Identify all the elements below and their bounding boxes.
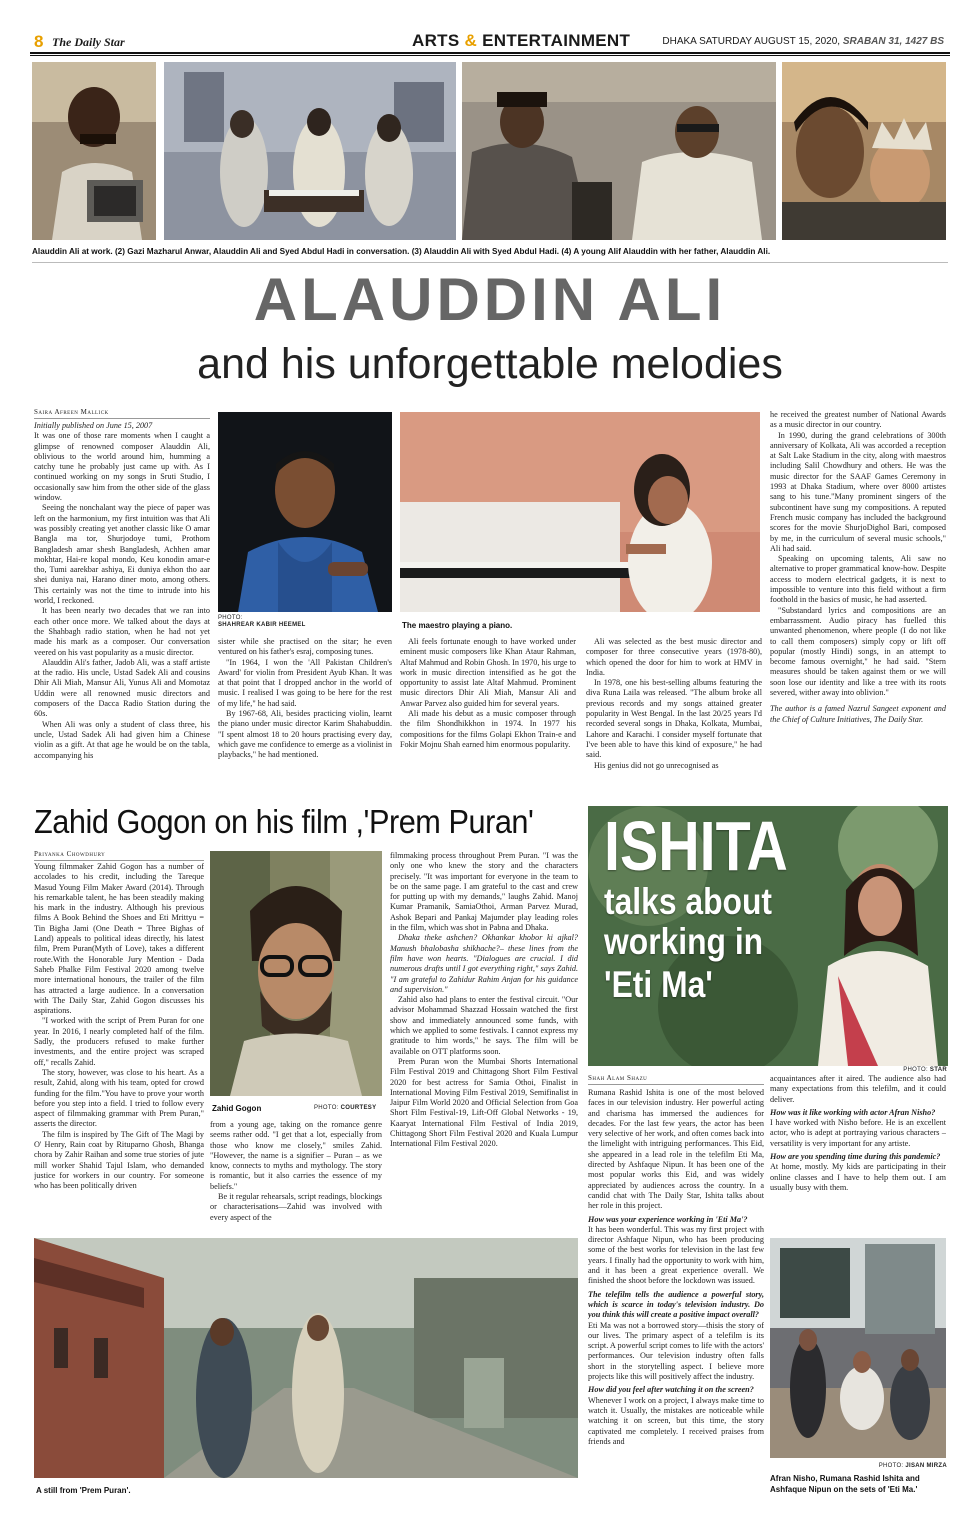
article3-question-3: How did you feel after watching it on the screen? xyxy=(588,1385,754,1395)
article1-col4-p3: His genius did not go unrecognised as xyxy=(594,760,719,770)
article1-col5-p4: "Substandard lyrics and compositions are an embarrassment. Audio piracy has fuelled this unwanted phenomenon, where people (I do not like to call them composers) simply copy or lift off popular (mostly Hindi) songs, in an attempt to become famous overnight," he had said. "Stern measures should be taken against them or we will soon lose our identity and like a tree with its roots severed, wither away into oblivion." xyxy=(770,605,946,698)
article1-col1-p6: When Ali was only a student of class three, his uncle, Ustad Sadek Ali had given him a Chinese violin as a gift. At that age he would be on the tabla, accompanying his xyxy=(34,719,210,760)
article1-col2 xyxy=(218,637,392,797)
article3-byline: Shah Alam Shazu xyxy=(588,1074,764,1085)
article1-col1-p1: Initially published on June 15, 2007 xyxy=(34,421,153,430)
zahid-photo-credit-label: PHOTO: xyxy=(314,1105,339,1111)
section-ampersand: & xyxy=(464,31,478,50)
ishita-headline xyxy=(604,807,844,1008)
article1-col4-p1: Ali was selected as the best music director and composer for three consecutive years (1978-80), which opened the door for him to work at HMV in India. xyxy=(586,637,762,677)
issue-date-main: DHAKA SATURDAY AUGUST 15, 2020, xyxy=(662,36,843,47)
ishita-photo-credit-name: STAR xyxy=(929,1067,947,1073)
article1-author-note: The author is a famed Nazrul Sangeet exponent and the Chief of Culture Initiatives, The Daily Star. xyxy=(770,704,946,724)
article1-photo-credit-name: SHAHREAR KABIR HEEMEL xyxy=(218,622,306,628)
photo-three-men-conversation xyxy=(164,62,456,240)
photo-ali-at-work xyxy=(32,62,156,240)
ishita-photo-credit-label: PHOTO: xyxy=(903,1067,928,1073)
article3-answer-1: It has been wonderful. This was my first project with director Ashfaque Nipun, who has been producing some of the best works for television in the last few years. I finally had the opportunity to work with him, and it has been a great experience overall. We finished the shoot before the lockdown was issued. xyxy=(588,1224,764,1286)
section-title xyxy=(412,31,630,51)
article1-headline: ALAUDDIN ALI xyxy=(253,266,727,333)
article1-col5-p2: In 1990, during the grand celebrations of 300th anniversary of Kolkata, Ali was accorded a reception at Salt Lake Stadium in the city, along with maestros including Salil Chowdhury and others. He was the music director for the SAAF Games Ceremony in 1993 at Dhaka Stadium, where over 8000 artistes sang to his tune."Many prominent singers of the subcontinent have sung my compositions. A reputed French music company has included the background scores for the movie ShurjoDighol Bari, composed by me, in the curriculum of several music schools," Ali had said. xyxy=(770,430,946,553)
article1-col2-p1: sister while she practised on the sitar; he even ventured on his father's esraj, composing tunes. xyxy=(218,637,392,657)
zahid-photo-credit xyxy=(314,1105,376,1111)
zahid-photo-credit-name: COURTESY xyxy=(340,1105,377,1111)
eti-ma-photo-credit xyxy=(879,1463,947,1469)
article2-col1-p2: "I worked with the script of Prem Puran for one year. In 2016, I nearly completed half of the film. Sadly, the producers refused to make further investments, and the entire project was scraped off," recalls Zahid. xyxy=(34,1016,204,1067)
eti-ma-photo-credit-name: JISAN MIRZA xyxy=(905,1463,947,1469)
ishita-headline-line4: 'Eti Ma' xyxy=(604,964,713,1005)
eti-ma-photo-credit-label: PHOTO: xyxy=(878,1463,904,1469)
article2-col1-p3: The story, however, was close to his heart. As a result, Zahid, along with his team, opted for crowd funding for the film."You have to prove your worth before you step into a field. I tried to follow every aspect of filmmaking grammar with Prem Puran," asserts the director. xyxy=(34,1067,204,1129)
ishita-headline-line2: talks about xyxy=(604,881,772,922)
article3-col2-p1: acquaintances after it aired. The audience also had many expectations from this telefilm, and it could deliver. xyxy=(770,1074,946,1104)
article1-photo-credit-label: PHOTO: xyxy=(218,615,243,621)
issue-date xyxy=(662,36,944,47)
masthead-logo: The Daily Star xyxy=(52,35,125,49)
zahid-photo-caption: Zahid Gogon xyxy=(212,1104,262,1113)
ishita-headline-name: ISHITA xyxy=(604,807,788,885)
article3-question-2: The telefilm tells the audience a powerful story, which is scarce in today's television industry. Do you think this will create a positive impact overall? xyxy=(588,1289,764,1320)
article3-col1 xyxy=(588,1088,764,1498)
article3-question-5: How are you spending time during this pandemic? xyxy=(770,1152,941,1162)
article1-col1-p3: Seeing the nonchalant way the piece of paper was left on the harmonium, my first intuition was that Ali was possibly creating yet another classic like O amar Bangla ma tor, Shurjodoye tumi, Prothom Bangladesh amar shesh Bangladesh, Achhen amar mokhtar, Hai-re kopal mondo, Keu konodin amar-e tho, Tumi aarekbar ashiya, Ei duniya ekhon tho aar shei duniya nai, Harano diner moto, among others. This certainly was not the time to intrude into his world, I reckoned. xyxy=(34,503,210,606)
article2-col2 xyxy=(210,1120,382,1234)
photo-alif-with-father xyxy=(782,62,946,240)
section-title-a: ARTS xyxy=(412,31,465,50)
article1-col1-p4: It has been nearly two decades that we ran into each other once more. We talked about the days at the Shahbagh radio station, when he had not yet made his mark as a composer. Our conversation veered on his vast popularity as a music director. xyxy=(34,606,210,657)
article1-col1 xyxy=(34,421,210,796)
photo-maestro-piano xyxy=(400,412,760,612)
article1-col4 xyxy=(586,637,762,797)
article3-col2 xyxy=(770,1074,946,1234)
article1-col1-p2: It was one of those rare moments when I caught a glimpse of renowned composer Alauddin Ali, oblivious to the world around him, humming a catchy tune he probably just came up with. As I continued working on my songs in Sruti Studio, I occasionally saw him from the other side of the glass window. xyxy=(34,431,210,503)
prem-puran-still-caption: A still from 'Prem Puran'. xyxy=(36,1486,131,1495)
article1-col2-p2: "In 1964, I won the 'All Pakistan Children's Award' for violin from President Ayub Khan. It was at that point that I dropped anchor in the world of music. I realised I was going to be here for the rest of my life," he had said. xyxy=(218,657,392,708)
article2-col2-p2: Be it regular rehearsals, script readings, blockings or characterisations—Zahid was involved with every aspect of the xyxy=(210,1192,382,1222)
article1-col4-p2: In 1978, one his best-selling albums featuring the diva Runa Laila was released. "The album broke all previous records and my songs attained greater popularity in West Bengal. In the last 20/25 years I'd recorded several songs in Dhaka, Kolkata, Mumbai, Lahore and Karachi. I consider myself fortunate that I've been able to have this kind of exposure," he had said. xyxy=(586,678,762,760)
article2-col1-p4: The film is inspired by The Gift of The Magi by O' Henry, Rain coat by Rituparno Ghosh, Bhanga chora by Zahir Raihan and some true stories of jute mill worker Shahid Tajul Islam, who demanded justice for workers in our country. For someone who has been politically driven xyxy=(34,1129,204,1191)
article2-col3-p4: Prem Puran won the Mumbai Shorts International Film Festival 2019 and Chittagong Short Film Festival 2020 for best actress for Samia Othoi, Finalist in International Moving Film Festival 2019, Semifinalist in Jaipur Film World 2020 and Official Selection from Goa Short Film Festival-19, Lift-Off Global Networks - 19, Kaaryat International Film Festival of India 2019, Chittagong Short Film Festival 2020 and Kuala Lumpur International Film Festival 2020. xyxy=(390,1056,578,1149)
article1-col3 xyxy=(400,637,576,797)
article1-col2-p3: By 1967-68, Ali, besides practicing violin, learnt the piano under music director Karim Shahabuddin. "I spent almost 18 to 20 hours practising every day, which gave me confidence to emerge as a violinist in playbacks," he had mentioned. xyxy=(218,709,392,760)
article3-answer-5: At home, mostly. My kids are participating in their online classes and I have to help them out. I am usually busy with them. xyxy=(770,1162,946,1192)
article1-subhead: and his unforgettable melodies xyxy=(197,340,783,388)
eti-ma-photo-caption: Afran Nisho, Rumana Rashid Ishita and Ashfaque Nipun on the sets of 'Eti Ma.' xyxy=(770,1474,920,1494)
article1-col1-p5: Alauddin Ali's father, Jadob Ali, was a staff artiste at the radio. His uncle, Ustad Sadek Ali and cousins Dhir Ali Miah, Mansur Ali, Yunus Ali and Momotaz Uddin were all renowned music directors and composers of the Dacca Radio Station during the 60s. xyxy=(34,657,210,719)
photo-zahid-gogon xyxy=(210,851,382,1096)
article3-answer-2: Eti Ma was not a borrowed story—thisis the story of our lives. The primary aspect of a telefilm is its script. A powerful script comes to life with the actors' performances. Our television industry often falls short in the storytelling aspect. I believe more projects like this will positively affect the industry. xyxy=(588,1320,764,1382)
article3-answer-3: Whenever I work on a project, I always make time to watch it. Usually, the mistakes are noticeable while watching it on screen, but this time, the story captivated me completely. I received praises from friends and xyxy=(588,1395,764,1446)
article3-question-1: How was your experience working in 'Eti Ma'? xyxy=(588,1214,748,1224)
photo-ali-with-hadi xyxy=(462,62,776,240)
article3-question-4: How was it like working with actor Afran Nisho? xyxy=(770,1107,936,1117)
article2-col3-p3: Zahid also had plans to enter the festival circuit. "Our advisor Mohammad Shazzad Hossain watched the first show and immediately announced some funds, with which we applied to some festivals. I cannot express my gratitude to him words," he says. The film will be available on OTT platforms soon. xyxy=(390,995,578,1056)
piano-caption: The maestro playing a piano. xyxy=(402,621,513,630)
top-caption-rule xyxy=(32,262,948,263)
photo-eti-ma-sets xyxy=(770,1238,946,1458)
article1-photo-credit xyxy=(218,615,392,629)
issue-date-bangla: SRABAN 31, 1427 BS xyxy=(842,36,944,47)
article3-answer-4: I have worked with Nisho before. He is an excellent actor, who is adept at portraying various characters – versatility is very important for any artiste. xyxy=(770,1118,946,1148)
article1-col5-p3: Speaking on upcoming talents, Ali saw no alternative to proper grammatical know-how. Despite access to modern electrical gadgets, it is next to impossible to venture into this field without a firm foothold in the basics of music, he had asserted. xyxy=(770,554,946,605)
article2-col1-p1: Young filmmaker Zahid Gogon has a number of accolades to his credit, including the Tareque Masud Young Film Maker Award (2014). Through his remarkable talent, he has been steadily making his mark in the industry. Although his previous films A Book Behind the Shoes and Eti Mrittyu = Tin Bigha Jami (One Death = Three Bighas of Land) appeals to political ideas directly, his latest film, Prem Puran(Myth of Love), takes a different route.With the Honorable Jury Mention - Dada Saheb Phalke Film Festival 2020 among twelve more international honours, the trailer of the film has attracted a large audience. In a conversation with The Daily Star, Zahid Gogon discusses his aspirations. xyxy=(34,862,204,1016)
article2-col3-p2: Dhaka theke ashchen? Okhankar khobor ki ajkal? Manush bhalobasha shikhache?– these lines from the film have won hearts. "Dialogues are crucial. I did numerous drafts until I got everything right," says Zahid. "I am grateful to Zahidur Rahim Anjan for his guidance and supervision." xyxy=(390,933,578,994)
article2-col1 xyxy=(34,862,204,1234)
page-number: 8 xyxy=(34,32,44,51)
header-rule xyxy=(30,55,950,56)
section-title-b: ENTERTAINMENT xyxy=(477,31,631,50)
article2-col3 xyxy=(390,851,578,1234)
article1-col3-p1: Ali feels fortunate enough to have worked under eminent music composers like Khan Ataur Rahman, Altaf Mahmud and Robin Ghosh. In 1970, his urge to work in music direction intensified as he got the opportunity to assist late Altaf Mahmud. Prominent music directors Dhir Ali Miah, Mansur Ali and Anwar Parvez also guided him for several years. xyxy=(400,637,576,708)
article2-headline: Zahid Gogon on his film ,'Prem Puran' xyxy=(34,803,534,840)
article2-byline: Priyanka Chowdhury xyxy=(34,850,204,861)
photo-prem-puran-still xyxy=(34,1238,578,1478)
article2-col2-p1: from a young age, taking on the romance genre seems rather odd. "I get that a lot, especially from those who know me closely," smiles Zahid. "However, the name is a signifier – Puran – as we know, connects to myths and mythology. The story is romantic, but it also carries the essence of my beliefs." xyxy=(210,1120,382,1191)
article1-col5-p1: he received the greatest number of National Awards as a music director in our country. xyxy=(770,410,946,430)
article2-col3-p1: filmmaking process throughout Prem Puran. "I was the only one who knew the story and the characters precisely. "It was important for everyone in the team to be on the same page. I am grateful to the cast and crew for putting up with my demands," laughs Zahid. Manoj Kumar Pramanik, SamiaOthoi, Arman Parvez Murad, Ashok Bepari and Pankaj Majumder play leading roles in the film, which was shot in Pabna and Dhaka. xyxy=(390,851,578,933)
article1-col5 xyxy=(770,410,946,795)
photo-ali-portrait-blue xyxy=(218,412,392,612)
top-photo-caption: Alauddin Ali at work. (2) Gazi Mazharul Anwar, Alauddin Ali and Syed Abdul Hadi in conversation. (3) Alauddin Ali with Syed Abdul Hadi. (4) A young Alif Alauddin with her father, Alauddin Ali. xyxy=(32,247,771,256)
ishita-photo-credit xyxy=(903,1067,947,1073)
ishita-headline-line3: working in xyxy=(604,921,764,962)
article1-col3-p2: Ali made his debut as a music composer through the film Shondhikkhon in 1974. In 1977 his compositions for the films Golapi Ekhon Train-e and Fokir Mojnu Shah earned him enormous popularity. xyxy=(400,709,576,749)
article3-col1-p1: Rumana Rashid Ishita is one of the most beloved faces in our television industry. Her powerful acting and charisma has immersed the audiences for decades. For the last few years, the actor has been very selective of her work, and often comes back into the limelight with intriguing performances. This Eid, she appeared in a lead role in the telefilm Eti Ma, directed by Ashfaque Nipun. It has been one of the most popular works this Eid, and was widely appreciated by audiences across the country. In a candid chat with The Daily Star, Ishita talks about her role in this project. xyxy=(588,1088,764,1211)
header-bar xyxy=(30,30,950,54)
article1-byline: Saira Afreen Mallick xyxy=(34,408,210,419)
